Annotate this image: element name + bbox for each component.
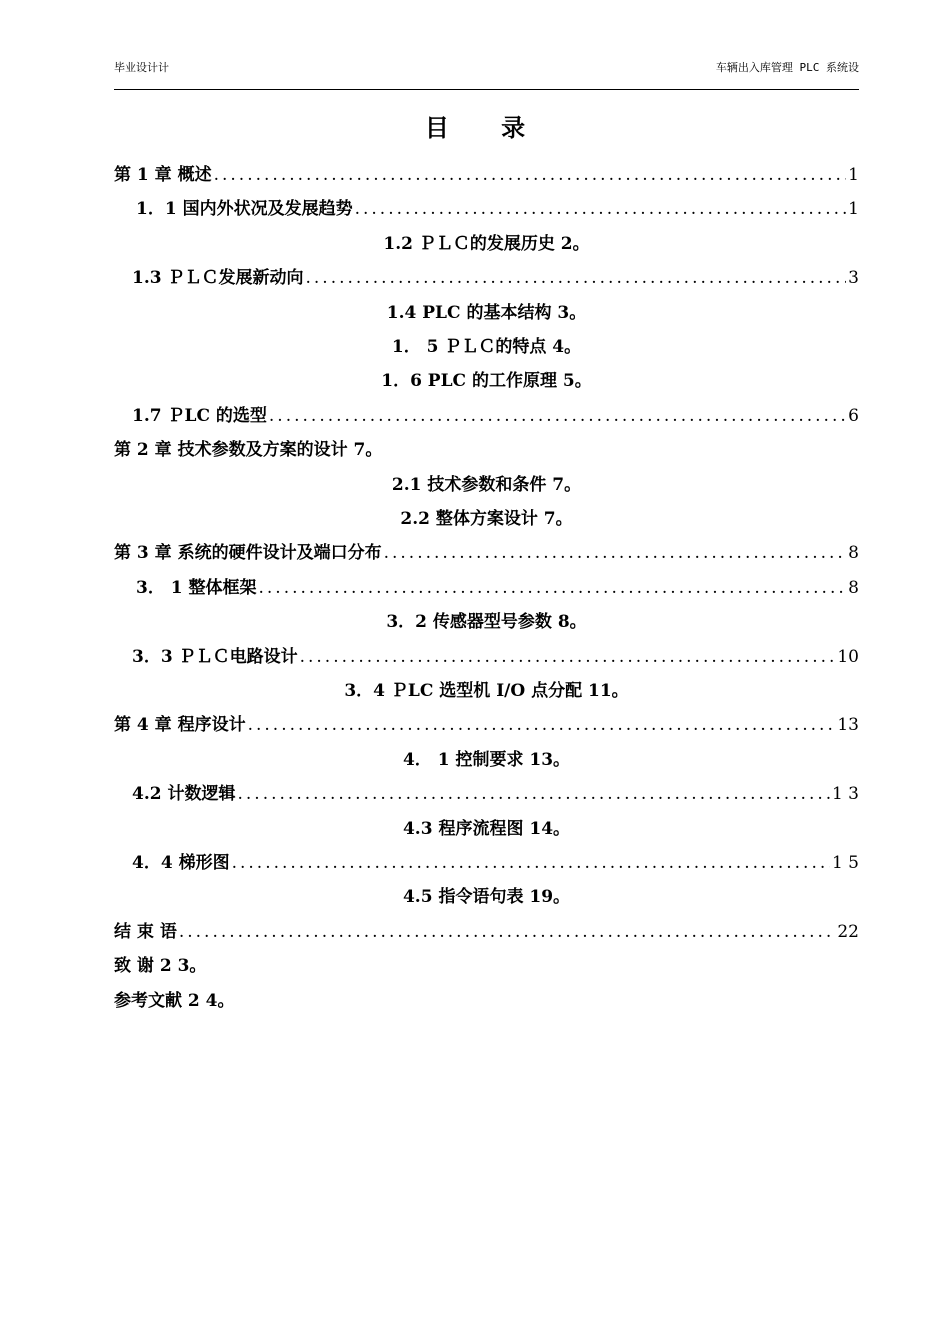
toc-entry-page: 1 (848, 199, 859, 220)
toc-dot-leader (267, 399, 846, 433)
toc-entry-label: 第 2 章 技术参数及方案的设计 7。 (114, 440, 383, 461)
toc-entry-label: 2.2 整体方案设计 7。 (400, 509, 573, 529)
toc-dot-leader (382, 536, 847, 570)
toc-dot-leader (298, 640, 836, 674)
toc-entry[interactable] (114, 605, 859, 639)
toc-dot-leader (246, 708, 836, 742)
toc-dot-leader (257, 571, 847, 605)
toc-entry[interactable] (114, 296, 859, 330)
toc-entry-page: 13 (837, 715, 859, 736)
toc-dot-leader (353, 192, 847, 226)
toc-entry[interactable] (114, 915, 859, 949)
toc-entry-label: 1． 5 ＰＬＣ的特点 4。 (391, 337, 582, 357)
toc-dot-leader (212, 158, 847, 192)
toc-entry-label: 参考文献 2 4。 (114, 990, 235, 1011)
toc-entry-label: 3．4 ＰLC 选型机 I/O 点分配 11。 (344, 681, 629, 701)
toc-entry-label: 1.4 PLC 的基本结构 3。 (386, 302, 587, 323)
toc-entry[interactable] (114, 158, 859, 192)
toc-entry[interactable] (114, 880, 859, 914)
toc-entry-label: 4.5 指令语句表 19。 (402, 887, 571, 908)
toc-entry[interactable] (114, 571, 859, 605)
toc-entry-label: 第 1 章 概述 (114, 165, 212, 185)
toc-entry-page: 10 (837, 646, 859, 667)
toc-entry[interactable] (114, 777, 859, 811)
toc-entry-label: 3．2 传感器型号参数 8。 (386, 612, 587, 633)
header-right-text: 车辆出入库管理 PLC 系统设 (715, 61, 859, 74)
toc-entry[interactable] (114, 743, 859, 777)
page-header (114, 62, 859, 90)
toc-entry-label: 第 3 章 系统的硬件设计及端口分布 (114, 543, 382, 564)
toc-entry-label: 4．4 梯形图 (132, 853, 230, 873)
toc-entry-page: 1 (848, 165, 859, 185)
toc-entry-page: 6 (848, 405, 859, 426)
toc-dot-leader (304, 261, 847, 295)
toc-entry[interactable] (114, 468, 859, 502)
toc-entry-label: 1.3 ＰＬＣ发展新动向 (132, 268, 304, 289)
toc-entry-label: 4.2 计数逻辑 (132, 784, 236, 805)
toc-dot-leader (230, 846, 830, 880)
toc-entry-label: 致 谢 2 3。 (114, 956, 207, 977)
toc-entry-page: 8 (848, 543, 859, 564)
toc-entry[interactable] (114, 949, 859, 983)
toc-entry[interactable] (114, 640, 859, 674)
toc-dot-leader (177, 915, 836, 949)
toc-entry-page: 3 (848, 268, 859, 289)
toc-entry[interactable] (114, 192, 859, 226)
toc-entry[interactable] (114, 502, 859, 536)
toc-entry-label: 1.7 ＰLC 的选型 (132, 405, 267, 426)
header-left-text: 毕业设计计 (114, 61, 169, 74)
toc-entry-page: 8 (848, 577, 859, 598)
toc-entry-label: 4.3 程序流程图 14。 (402, 818, 571, 839)
toc-entry-label: 1.2 ＰＬＣ的发展历史 2。 (383, 233, 590, 254)
toc-entry[interactable] (114, 536, 859, 570)
toc-entry-label: 4． 1 控制要求 13。 (402, 749, 571, 770)
toc-entry-label: 3．3 ＰＬＣ电路设计 (132, 646, 298, 667)
toc-entry-page: 1 5 (831, 853, 859, 873)
toc-entry[interactable] (114, 433, 859, 467)
toc-entry-page: 1 3 (831, 784, 859, 805)
toc-entry-label: 结 束 语 (114, 921, 177, 942)
toc-entry-page: 22 (837, 921, 859, 942)
toc-entry[interactable] (114, 330, 859, 364)
toc-entry-label: 第 4 章 程序设计 (114, 715, 246, 736)
toc-entry-label: 2.1 技术参数和条件 7。 (391, 474, 582, 495)
toc-entry[interactable] (114, 364, 859, 398)
toc-dot-leader (236, 777, 830, 811)
toc-title: 目 录 (424, 113, 548, 142)
toc-entry-label: 3． 1 整体框架 (136, 577, 257, 598)
toc-entry[interactable] (114, 399, 859, 433)
toc-entry[interactable] (114, 708, 859, 742)
toc-entry-label: 1．1 国内外状况及发展趋势 (136, 199, 353, 220)
toc-entry[interactable] (114, 261, 859, 295)
toc-entry[interactable] (114, 812, 859, 846)
toc-entry[interactable] (114, 674, 859, 708)
toc-entry[interactable] (114, 846, 859, 880)
toc-entry[interactable] (114, 227, 859, 261)
toc-entry[interactable] (114, 984, 859, 1018)
toc-entry-label: 1．6 PLC 的工作原理 5。 (381, 371, 592, 392)
